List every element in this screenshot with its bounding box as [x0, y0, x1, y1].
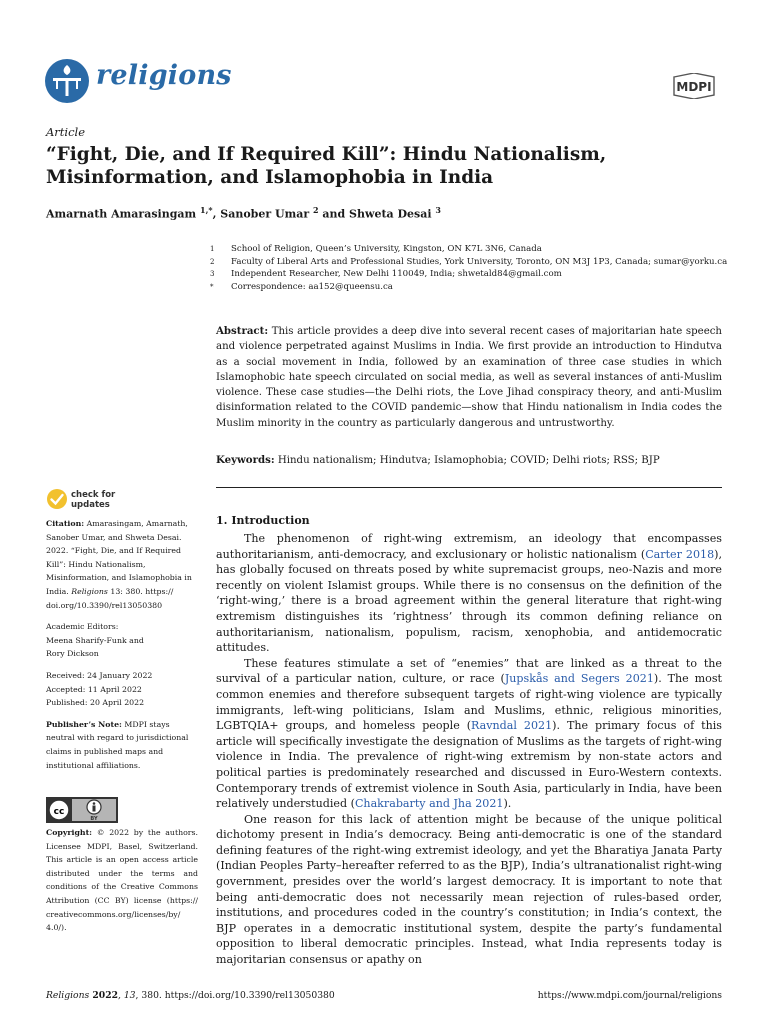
- publisher-note-block: [46, 718, 198, 772]
- citation-label: Citation:: [46, 519, 85, 528]
- footer-doi[interactable]: , 380. https://doi.org/10.3390/rel13050380: [135, 990, 335, 1001]
- editor-name: Rory Dickson: [46, 649, 99, 659]
- body-text: [216, 531, 722, 968]
- religions-logo-icon: [44, 58, 90, 104]
- citation-link[interactable]: Ravndal 2021: [471, 719, 553, 733]
- article-title: “Fight, Die, and If Required Kill”: Hindu Nationalism, Misinformation, and Islamophobia in India: [46, 144, 607, 188]
- dates-block: [46, 669, 198, 710]
- citation-link[interactable]: Chakrabarty and Jha 2021: [354, 797, 504, 811]
- affiliation-mark: *: [210, 282, 214, 291]
- affiliation-item: [210, 256, 730, 269]
- accepted-date: Accepted: 11 April 2022: [46, 684, 142, 694]
- citation-journal: Religions: [71, 586, 108, 596]
- affiliation-text: Faculty of Liberal Arts and Professional Studies, York University, Toronto, ON M3J 1P3, Canada; sumar@yorku.ca: [231, 256, 728, 267]
- affiliation-mark: 2: [210, 257, 215, 266]
- footer-citation: [46, 990, 335, 1001]
- article-sidebar: [46, 517, 198, 780]
- editor-name: Meena Sharify-Funk and: [46, 635, 144, 645]
- body-paragraph: [216, 531, 722, 656]
- author-name[interactable]: Sanober Umar: [220, 207, 310, 221]
- license-badge-label: BY: [90, 816, 98, 822]
- section-divider: [216, 487, 722, 488]
- citation-link[interactable]: Jupskås and Segers 2021: [504, 672, 654, 686]
- body-paragraph: [216, 656, 722, 812]
- author-affiliation-mark: 1,*: [200, 205, 213, 215]
- svg-text:cc: cc: [53, 807, 65, 817]
- correspondence-text: Correspondence: aa152@queensu.ca: [231, 281, 393, 292]
- publisher-note-label: Publisher’s Note:: [46, 719, 122, 729]
- affiliation-item: [210, 281, 730, 294]
- footer-volume: , 13: [118, 990, 136, 1001]
- abstract-label: Abstract:: [216, 325, 269, 337]
- footer-year: 2022: [89, 990, 118, 1001]
- paragraph-text: ).: [503, 797, 512, 811]
- check-updates-line1: check for: [71, 490, 116, 500]
- footer-journal: Religions: [46, 990, 90, 1001]
- editors-label: Academic Editors:: [46, 622, 119, 632]
- citation-text: Amarasingam, Amarnath, Sanober Umar, and Shweta Desai. 2022. “Fight, Die, and If Required Kill”: Hindu Nationalism, Misinformation, and Islamophobia in India.: [46, 519, 192, 596]
- cc-by-license-icon[interactable]: [46, 797, 118, 823]
- keywords-text: Hindu nationalism; Hindutva; Islamophobia; COVID; Delhi riots; RSS; BJP: [277, 455, 660, 466]
- copyright-label: Copyright:: [46, 828, 93, 837]
- author-affiliation-mark: 3: [435, 205, 441, 215]
- editors-block: [46, 620, 198, 661]
- footer-journal-url[interactable]: https://www.mdpi.com/journal/religions: [537, 990, 722, 1001]
- keywords: [216, 454, 722, 466]
- copyright-text: © 2022 by the authors. Licensee MDPI, Basel, Switzerland. This article is an open access article distributed under the terms and conditions of the Creative Commons Attribution (CC BY) license (https:// creativecommons.org/licenses/by/ 4.0/).: [46, 828, 198, 933]
- publisher-name: MDPI: [676, 80, 712, 94]
- copyright-block: [46, 826, 198, 935]
- section-heading: 1. Introduction: [216, 514, 310, 527]
- article-type: Article: [46, 125, 86, 139]
- affiliation-text: School of Religion, Queen’s University, Kingston, ON K7L 3N6, Canada: [231, 244, 542, 254]
- affiliations: [210, 243, 730, 293]
- body-paragraph: One reason for this lack of attention might be because of the unique political dichotomy present in India’s democracy. Being anti-democratic is one of the standard defining features of the right-wing extremist ideology, and yet the Bharatiya Janata Party (Indian Peoples Party–hereafter referred to as the BJP), India’s ultranationalist right-wing government, presides over the world’s largest democracy. It is important to note that being anti-democratic does not necessarily mean rejection of rules-based order, institutions, and procedures coded in the country’s constitution; in India’s context, the BJP operates in a democratic institutional system, despite the party’s fundamental opposition to liberal democratic principles. Instead, what India represents today is majoritarian consensus or apathy on: [216, 812, 722, 967]
- affiliation-text: Independent Researcher, New Delhi 110049, India; shwetald84@gmail.com: [231, 269, 562, 279]
- check-for-updates-button[interactable]: [46, 488, 166, 516]
- paragraph-text: ). The primary focus of this article will specifically investigate the designation of Muslims as the targets of right-wing violence in India. The prevalence of right-wing extremism by non-state actors and political parties is predominately researched and discussed in Euro-Western contexts. Contemporary trends of extremist violence in South Asia, particularly in India, have been relatively understudied (: [216, 719, 722, 811]
- keywords-label: Keywords:: [216, 454, 275, 466]
- received-date: Received: 24 January 2022: [46, 670, 153, 680]
- affiliation-mark: 1: [210, 245, 215, 253]
- paragraph-text: These features stimulate a set of “enemies” that are linked as a threat to the survival of a particular nation, culture, or race (: [216, 656, 722, 686]
- abstract: [216, 324, 722, 431]
- check-updates-line2: updates: [71, 500, 110, 510]
- author-separator: and: [318, 207, 350, 221]
- author-affiliation-mark: 2: [312, 205, 319, 215]
- author-separator: ,: [212, 207, 221, 221]
- citation-block: [46, 517, 198, 612]
- author-name[interactable]: Shweta Desai: [349, 207, 432, 221]
- author-list: [46, 205, 441, 221]
- affiliation-mark: 3: [210, 270, 215, 278]
- citation-doi[interactable]: 13: 380. https:// doi.org/10.3390/rel13050380: [46, 586, 174, 610]
- publisher-note-text: MDPI stays neutral with regard to jurisdictional claims in published maps and institutional affiliations.: [46, 719, 189, 770]
- affiliation-item: [210, 243, 730, 256]
- mdpi-logo-icon: [668, 73, 720, 99]
- paragraph-text: The phenomenon of right-wing extremism, an ideology that encompasses authoritarianism, anti-democracy, and exclusionary or holistic nationalism (: [216, 532, 722, 561]
- paragraph-text: ), has globally focused on threats posed by white supremacist groups, neo-Nazis and more recently on violent Islamist groups. While there is no consensus on the definition of the ‘right-wing,’ there is a broad agreement within the general literature that right-wing extremism distinguishes its ‘rightness’ through its common defining reliance on authoritarianism, nationalism, populism, racism, xenophobia, and antidemocratic attitudes.: [216, 547, 722, 655]
- journal-name: religions: [96, 60, 232, 91]
- citation-link[interactable]: Carter 2018: [645, 547, 715, 561]
- paragraph-text: ). The most common enemies and therefore subsequent targets of right-wing violence are typically immigrants, left-wing politicians, Islam and Muslims, ethnic, religious minorities, LGBTQIA+ groups, and homeless people (: [216, 672, 722, 733]
- published-date: Published: 20 April 2022: [46, 698, 145, 708]
- author-name[interactable]: Amarnath Amarasingam: [46, 207, 197, 221]
- check-updates-icon: [46, 488, 68, 510]
- affiliation-item: [210, 268, 730, 281]
- abstract-text: This article provides a deep dive into several recent cases of majoritarian hate speech and violence perpetrated against Muslims in India. We first provide an introduction to Hindutva as a social movement in India, followed by an examination of three case studies in which Islamophobic hate speech circulated on social media, as well as several instances of anti-Muslim violence. These case studies—the Delhi riots, the Love Jihad conspiracy theory, and anti-Muslim disinformation related to the COVID pandemic—show that Hindu nationalism in India codes the Muslim minority in the country as particularly dangerous and untrustworthy.: [216, 326, 722, 429]
